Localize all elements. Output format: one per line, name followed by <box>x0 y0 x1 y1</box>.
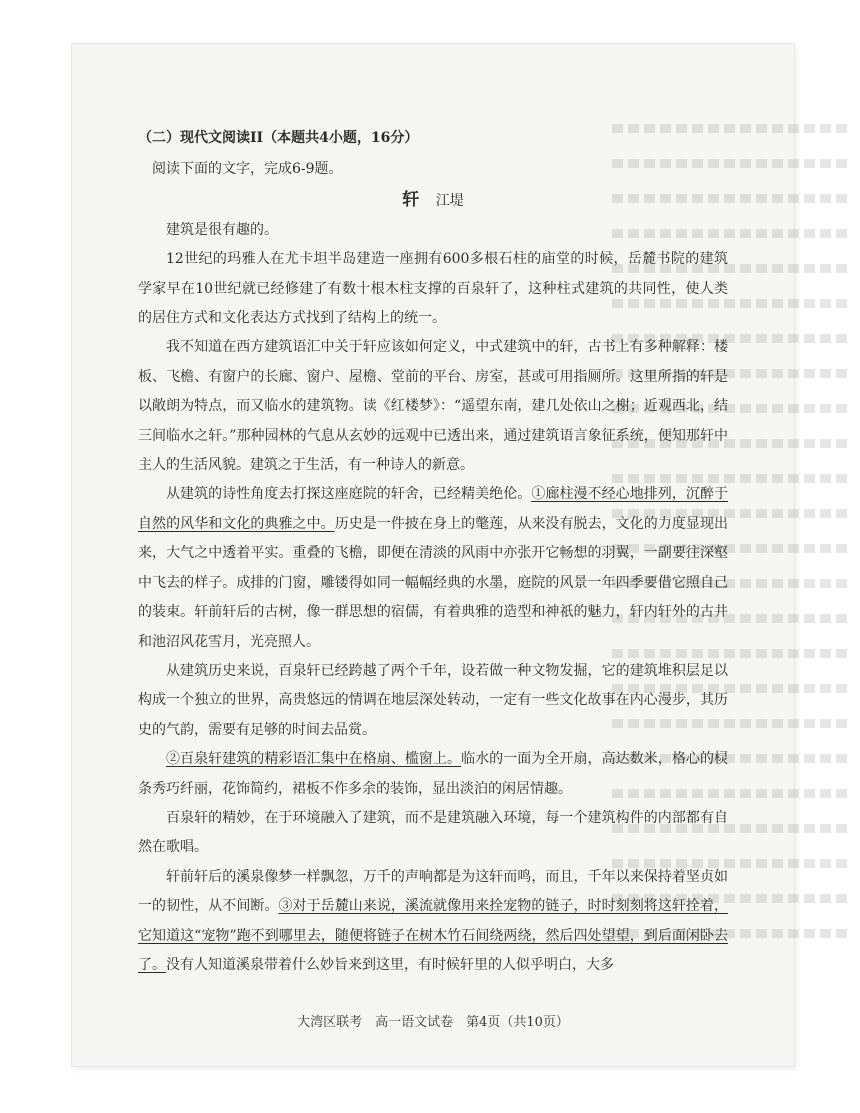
page-footer: 大湾区联考 高一语文试卷 第4页（共10页） <box>297 1015 569 1030</box>
article-author: 江堤 <box>435 192 464 209</box>
paragraph-8-lead: 轩前轩后的溪泉像梦一样飘忽，万千的声响都是为这轩而鸣，而且，千年以来保持着坚贞如一的韧性，从不间断。 <box>138 868 728 915</box>
underlined-sentence-2: ②百泉轩建筑的精彩语汇集中在格扇、槛窗上。 <box>166 751 462 768</box>
section-heading: （二）现代文阅读II（本题共4小题，16分） <box>138 130 419 146</box>
paragraph-4 <box>138 480 728 656</box>
paragraph-6 <box>138 745 728 804</box>
article-title: 轩 <box>402 189 420 210</box>
underlined-sentence-3: ③对于岳麓山来说，溪流就像用来拴宠物的链子，时时刻刻将这轩拴着，它知道这“宠物”跑不到哪里去，随便将链子在树木竹石间绕两绕，然后四处望望，到后面闲卧去了。 <box>138 898 729 973</box>
reading-passage <box>138 124 728 980</box>
paragraph-5: 从建筑历史来说，百泉轩已经跨越了两个千年，设若做一种文物发掘，它的建筑堆积层足以构成一个独立的世界，高贵悠远的情调在地层深处转动，一定有一些文化故事在内心漫步，其历史的气韵，需要有足够的时间去品赏。 <box>138 662 728 738</box>
paragraph-4-rest: 历史是一件披在身上的氅莲，从来没有脱去，文化的力度显现出来，大气之中透着平实。重叠的飞檐，即便在清淡的风雨中亦张开它畅想的羽翼，一副要往深壑中飞去的样子。成排的门窗，雕镂得如同一幅幅经典的水墨，庭院的风景一年四季要借它照自己的装束。轩前轩后的古树，像一群思想的宿儒，有着典雅的造型和神祇的魅力，轩内轩外的古井和池沼风花雪月，光亮照人。 <box>138 515 729 650</box>
paragraph-6-rest: 临水的一面为全开扇，高达数米，格心的棂条秀巧纤丽，花饰简约，裙板不作多余的装饰，显出淡泊的闲居情趣。 <box>138 751 729 797</box>
paragraph-8-rest: 没有人知道溪泉带着什么妙旨来到这里，有时候轩里的人似乎明白，大多 <box>166 956 614 973</box>
paragraph-4-lead: 从建筑的诗性角度去打探这座庭院的轩舍，已经精美绝伦。 <box>166 486 532 503</box>
underlined-sentence-1: ①廊柱漫不经心地排列，沉醉于自然的风华和文化的典雅之中。 <box>138 486 729 532</box>
paragraph-2: 12世纪的玛雅人在尤卡坦半岛建造一座拥有600多根石柱的庙堂的时候，岳麓书院的建筑学家早在10世纪就已经修建了有数十根木柱支撑的百泉轩了，这种柱式建筑的共同性，使人类的居住方式和文化表达方式找到了结构上的统一。 <box>138 251 728 327</box>
paragraph-8 <box>138 863 728 981</box>
exam-page <box>72 44 794 1066</box>
paragraph-3: 我不知道在西方建筑语汇中关于轩应该如何定义，中式建筑中的轩，古书上有多种解释：楼板、飞檐、有窗户的长廊、窗户、屋檐、堂前的平台、房室，甚或可用指厕所。这里所指的轩是以敞朗为特点，而又临水的建筑物。读《红楼梦》：“遥望东南，建几处依山之榭；近观西北，结三间临水之轩。”那种园林的气息从玄妙的远观中已透出来，通过建筑语言象征系统，便知那轩中主人的生活风貌。建筑之于生活，有一种诗人的新意。 <box>138 339 728 474</box>
article-title-line <box>138 185 728 216</box>
paragraph-1: 建筑是很有趣的。 <box>166 221 278 238</box>
paragraph-7: 百泉轩的精妙，在于环境融入了建筑，而不是建筑融入环境，每一个建筑构件的内部都有自然在歌唱。 <box>138 809 728 856</box>
instruction-text: 阅读下面的文字，完成6-9题。 <box>152 161 343 178</box>
